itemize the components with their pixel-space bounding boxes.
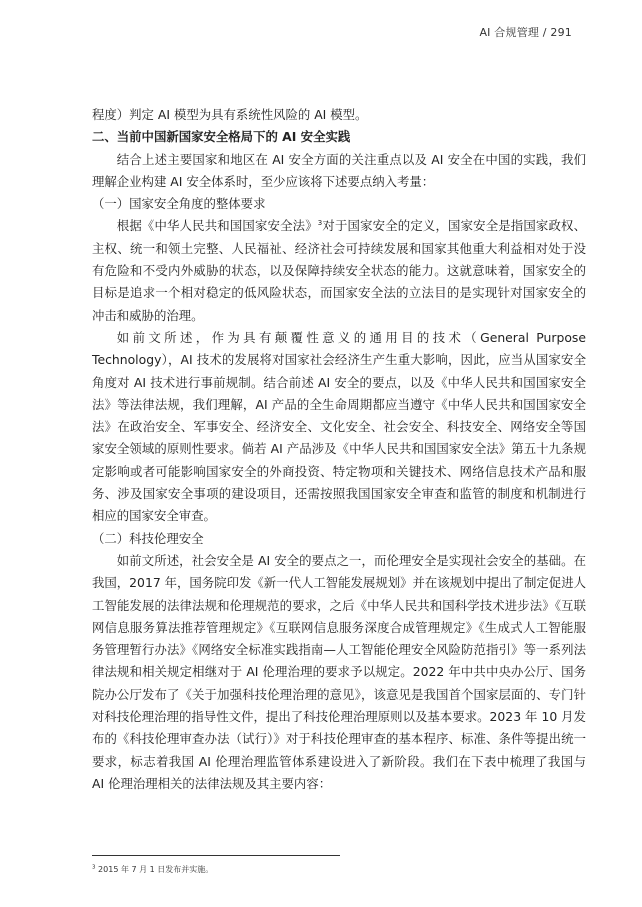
paragraph-intro: 结合上述主要国家和地区在 AI 安全方面的关注重点以及 AI 安全在中国的实践，我们理解企业构建 AI 安全体系时，至少应该将下述要点纳入考量：	[92, 151, 586, 189]
paragraph-ethics-governance: 如前文所述，社会安全是 AI 安全的要点之一，而伦理安全是实现社会安全的基础。在我国，2017 年，国务院印发《新一代人工智能发展规划》并在该规划中提出了制定促进人工智能发展的法律法规和伦理规范的要求，之后《中华人民共和国科学技术进步法》《互联网信息服务算法推荐管理规定》《互联网信息服务深度合成管理规定》《生成式人工智能服务管理暂行办法》《网络安全标准实践指南—人工智能伦理安全风险防范指引》等一系列法律法规和相关规定相继对于 AI 伦理治理的要求予以规定。2022 年中共中央办公厅、国务院办公厅发布了《关于加强科技伦理治理的意见》，该意见是我国首个国家层面的、专门针对科技伦理治理的指导性文件，提出了科技伦理治理原则以及基本要求。2023 年 10 月发布的《科技伦理审查办法（试行）》对于科技伦理审查的基本程序、标准、条件等提出统一要求，标志着我国 AI 伦理治理监管体系建设进入了新阶段。我们在下表中梳理了我国与 AI 伦理治理相关的法律法规及其主要内容：	[92, 552, 586, 791]
paragraph-continuation: 程度）判定 AI 模型为具有系统性风险的 AI 模型。	[92, 107, 368, 122]
definition-text: 对于国家安全的定义，国家安全是指国家政权、主权、统一和领土完整、人民福祉、经济社会可持续发展和国家其他重大利益相对处于没有危险和不受内外威胁的状态，以及保障持续安全状态的能力。这就意味着，国家安全的目标是追求一个相对稳定的低风险状态，而国家安全法的立法目的是实现针对国家安全的冲击和威胁的治理。	[92, 218, 587, 323]
section-heading: 二、当前中国新国家安全格局下的 AI 安全实践	[92, 129, 351, 145]
footnote-divider	[92, 855, 340, 856]
footnote-text: 2015 年 7 月 1 日发布并实施。	[98, 865, 214, 874]
footnote-ref[interactable]: 3	[317, 219, 323, 228]
paragraph-gpt-regulation: 如前文所述，作为具有颠覆性意义的通用目的技术（General Purpose Technology），AI 技术的发展将对国家社会经济生产生重大影响，因此，应当从国家安全角度对 AI 技术进行事前规制。结合前述 AI 安全的要点，以及《中华人民共和国国家安全法》等法律法规，我们理解，AI 产品的全生命周期都应当遵守《中华人民共和国国家安全法》在政治安全、军事安全、经济安全、文化安全、社会安全、科技安全、网络安全等国家安全领域的原则性要求。倘若 AI 产品涉及《中华人民共和国国家安全法》第五十九条规定影响或者可能影响国家安全的外商投资、特定物项和关键技术、网络信息技术产品和服务、涉及国家安全事项的建设项目，还需按照我国国家安全审查和监管的制度和机制进行相应的国家安全审查。	[92, 329, 586, 524]
subsection-heading-national-security: （一）国家安全角度的整体要求	[92, 196, 266, 212]
citation-text: 根据《中华人民共和国国家安全法》	[116, 218, 318, 234]
paragraph-national-security-definition	[92, 215, 586, 326]
footnote-mark: 3	[92, 864, 96, 871]
body-text	[92, 104, 586, 795]
running-header: AI 合规管理 / 291	[479, 26, 572, 39]
footnote	[92, 864, 213, 875]
subsection-heading-ethics: （二）科技伦理安全	[92, 530, 204, 546]
